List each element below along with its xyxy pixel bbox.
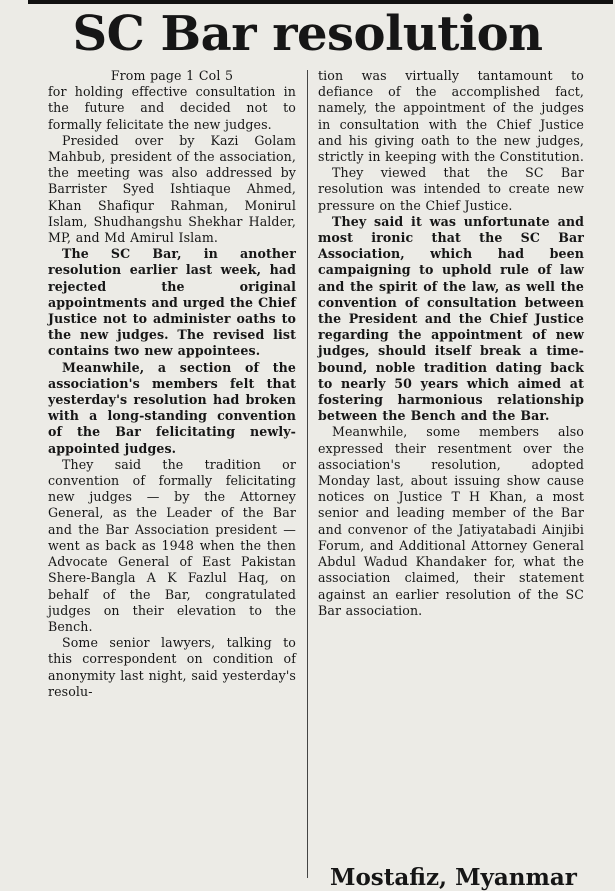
column-right — [318, 68, 584, 619]
paragraph: Presided over by Kazi Golam Mahbub, president of the association, the meeting was also addressed by Barrister Syed Ishtiaque Ahmed, Khan Shafiqur Rahman, Monirul Islam, Shudhangshu Shekhar Halder, MP, and Md Amirul Islam. — [48, 132, 296, 246]
top-rule — [28, 0, 613, 4]
column-left — [48, 68, 296, 700]
paragraph: They said the tradition or convention of formally felicitating new judges — by the Attorney General, as the Leader of the Bar and the Bar Association president — went as back as 1948 when the then Advocate General of East Pakistan Shere-Bangla A K Fazlul Haq, on behalf of the Bar, congratulated judges on their elevation to the Bench. — [48, 456, 296, 634]
paragraph: Meanwhile, some members also expressed their resentment over the association's resolution, adopted Monday last, about issuing show cause notices on Justice T H Khan, a most senior and leading member of the Bar and convenor of the Jatiyatabadi Ainjibi Forum, and Additional Attorney General Abdul Wadud Khandaker for, what the association claimed, their statement against an earlier resolution of the SC Bar association. — [318, 424, 584, 618]
paragraph: Meanwhile, a section of the association's members felt that yesterday's resolution had broken with a long-standing convention of the Bar felicitating newly-appointed judges. — [48, 359, 296, 456]
next-headline: Mostafiz, Myanmar — [330, 864, 577, 891]
headline: SC Bar resolution — [72, 6, 543, 62]
jump-line: From page 1 Col 5 — [110, 68, 234, 83]
paragraph: They said it was unfortunate and most ironic that the SC Bar Association, which had been campaigning to uphold rule of law and the spirit of the law, as well the convention of consultation between the President and the Chief Justice regarding the appointment of new judges, should itself break a time-bound, noble tradition dating back to nearly 50 years which aimed at fostering harmonious relationship between the Bench and the Bar. — [318, 213, 584, 424]
paragraph: They viewed that the SC Bar resolution was intended to create new pressure on the Chief Justice. — [318, 165, 584, 213]
paragraph: tion was virtually tantamount to defiance of the accomplished fact, namely, the appointment of the judges in consultation with the Chief Justice and his giving oath to the new judges, strictly in keeping with the Constitution. — [318, 68, 584, 165]
paragraph: for holding effective consultation in the future and decided not to formally felicitate the new judges. — [48, 84, 296, 132]
paragraph: Some senior lawyers, talking to this correspondent on condition of anonymity last night, said yesterday's resolu- — [48, 635, 296, 699]
column-divider — [307, 70, 308, 878]
paragraph: The SC Bar, in another resolution earlier last week, had rejected the original appointments and urged the Chief Justice not to administer oaths to the new judges. The revised list contains two new appointees. — [48, 246, 296, 359]
